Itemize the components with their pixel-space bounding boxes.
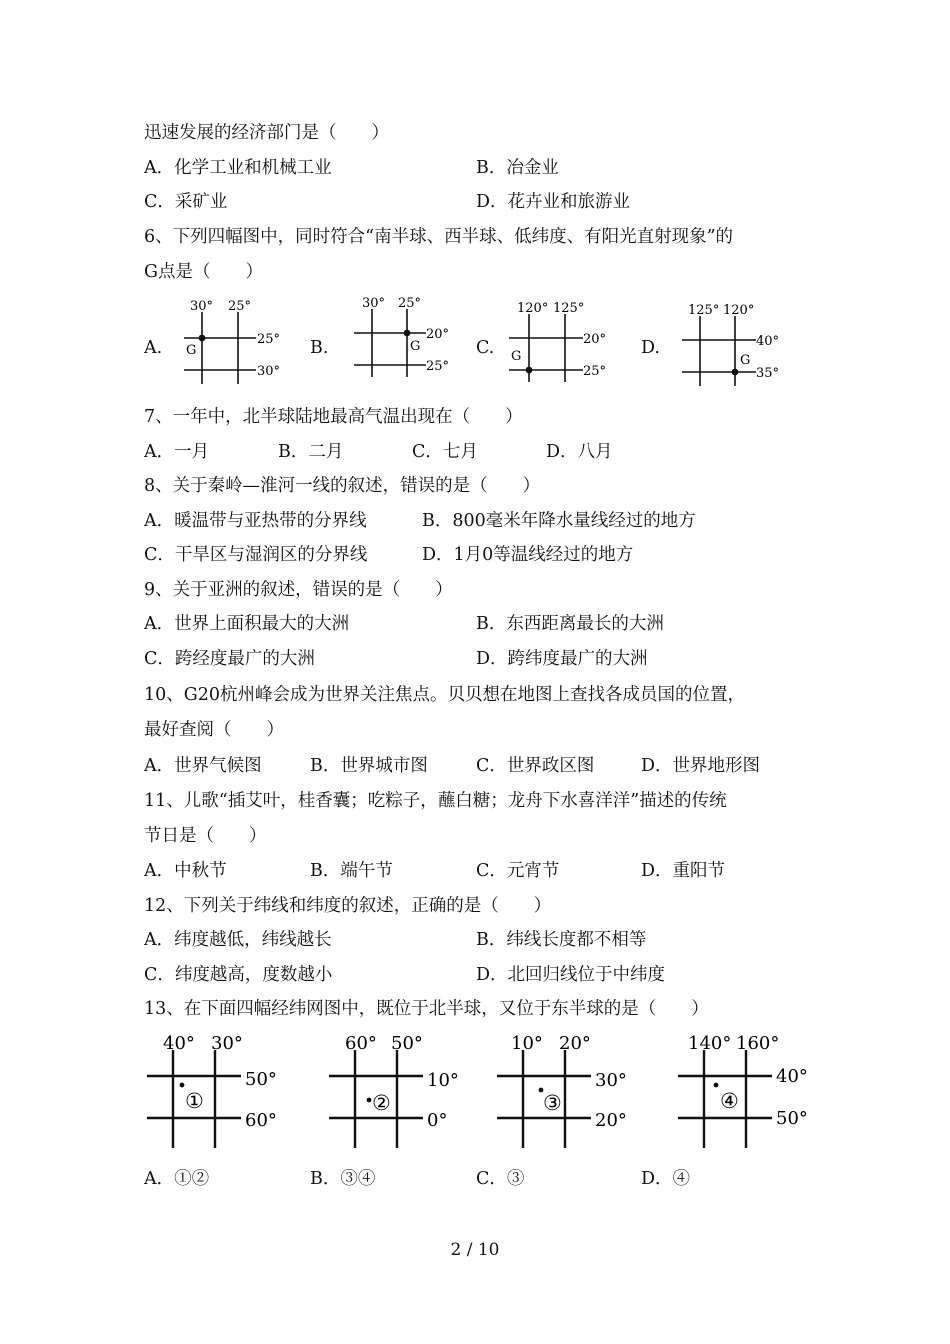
q13-figure-1 xyxy=(145,1030,295,1152)
q13-1-right-upper: 50° xyxy=(245,1069,277,1090)
q13-1-top-right: 30° xyxy=(211,1033,243,1054)
q12-stem: 12、下列关于纬线和纬度的叙述，正确的是（ ） xyxy=(144,896,552,916)
q6-c-point-g xyxy=(526,367,533,374)
q6-label-a: A. xyxy=(144,338,163,358)
q11-option-c: C．元宵节 xyxy=(476,861,560,881)
q6-a-point-g xyxy=(199,335,206,342)
q11-option-d: D．重阳节 xyxy=(641,861,726,881)
q10-option-c: C．世界政区图 xyxy=(476,756,595,776)
q13-2-mark: ② xyxy=(372,1091,391,1115)
q6-d-top-right: 120° xyxy=(723,303,755,318)
q13-figure-4 xyxy=(676,1030,826,1152)
q13-3-mark: ③ xyxy=(543,1091,562,1115)
q6-c-right-lower: 25° xyxy=(583,364,607,379)
q6-stem-line1: 6、下列四幅图中，同时符合“南半球、西半球、低纬度、有阳光直射现象”的 xyxy=(144,227,734,247)
q8-option-d: D．1月0等温线经过的地方 xyxy=(422,545,634,565)
q10-option-b: B．世界城市图 xyxy=(310,756,428,776)
q6-b-g-label: G xyxy=(410,339,421,354)
q5-option-c: C．采矿业 xyxy=(144,192,228,212)
q13-option-a: A．①② xyxy=(144,1169,210,1189)
q7-option-d: D．八月 xyxy=(546,442,613,462)
q9-option-a: A．世界上面积最大的大洲 xyxy=(144,614,350,634)
q8-option-c: C．干旱区与湿润区的分界线 xyxy=(144,545,368,565)
q10-stem-line2: 最好查阅（ ） xyxy=(144,720,284,740)
q5-option-b: B．冶金业 xyxy=(476,158,559,178)
q10-option-a: A．世界气候图 xyxy=(144,756,262,776)
q5-stem: 迅速发展的经济部门是（ ） xyxy=(144,123,389,143)
q13-option-b: B．③④ xyxy=(310,1169,376,1189)
q6-label-d: D. xyxy=(641,338,660,358)
q6-c-right-upper: 20° xyxy=(583,332,607,347)
q6-figure-c xyxy=(505,296,625,386)
q12-option-a: A．纬度越低，纬线越长 xyxy=(144,930,332,950)
q6-d-g-label: G xyxy=(740,353,751,368)
q6-a-right-upper: 25° xyxy=(257,332,281,347)
q6-c-top-right: 125° xyxy=(553,301,585,316)
q12-option-d: D．北回归线位于中纬度 xyxy=(476,965,666,985)
q10-stem-line1: 10、G20杭州峰会成为世界关注焦点。贝贝想在地图上查找各成员国的位置， xyxy=(144,685,746,705)
q7-stem: 7、一年中，北半球陆地最高气温出现在（ ） xyxy=(144,407,523,427)
q6-b-top-right: 25° xyxy=(398,296,422,311)
q9-stem: 9、关于亚洲的叙述，错误的是（ ） xyxy=(144,580,453,600)
q13-3-right-lower: 20° xyxy=(595,1110,627,1131)
q11-option-b: B．端午节 xyxy=(310,861,393,881)
q13-4-right-lower: 50° xyxy=(776,1108,808,1129)
q6-a-top-left: 30° xyxy=(190,299,214,314)
q11-stem-line2: 节日是（ ） xyxy=(144,826,267,846)
q13-1-top-left: 40° xyxy=(163,1033,195,1054)
q13-4-right-upper: 40° xyxy=(776,1066,808,1087)
q13-2-top-right: 50° xyxy=(391,1033,423,1054)
q5-option-a: A．化学工业和机械工业 xyxy=(144,158,332,178)
q11-option-a: A．中秋节 xyxy=(144,861,227,881)
q9-option-b: B．东西距离最长的大洲 xyxy=(476,614,664,634)
q6-figure-a xyxy=(178,298,288,388)
q6-d-right-lower: 35° xyxy=(756,366,780,381)
q13-2-top-left: 60° xyxy=(345,1033,377,1054)
q13-1-mark: ① xyxy=(185,1089,204,1113)
q13-3-top-right: 20° xyxy=(559,1033,591,1054)
q7-option-a: A．一月 xyxy=(144,442,210,462)
q13-3-right-upper: 30° xyxy=(595,1070,627,1091)
q8-option-a: A．暖温带与亚热带的分界线 xyxy=(144,511,367,531)
q11-stem-line1: 11、儿歌“插艾叶，桂香囊；吃粽子，蘸白糖；龙舟下水喜洋洋”描述的传统 xyxy=(144,791,727,811)
q7-option-c: C．七月 xyxy=(412,442,478,462)
q6-c-top-left: 120° xyxy=(517,301,549,316)
q9-option-d: D．跨纬度最广的大洲 xyxy=(476,649,648,669)
q13-2-right-upper: 10° xyxy=(427,1070,459,1091)
q13-option-c: C．③ xyxy=(476,1169,525,1189)
q7-option-b: B．二月 xyxy=(278,442,344,462)
q6-b-point-g xyxy=(404,330,411,337)
q12-option-b: B．纬线长度都不相等 xyxy=(476,930,647,950)
q6-b-top-left: 30° xyxy=(362,296,386,311)
q8-stem: 8、关于秦岭—淮河一线的叙述，错误的是（ ） xyxy=(144,476,541,496)
q6-figure-d xyxy=(680,298,800,390)
q6-a-g-label: G xyxy=(186,343,197,358)
q6-label-c: C. xyxy=(476,338,495,358)
q13-4-top-left: 140° xyxy=(688,1033,732,1054)
q6-b-right-upper: 20° xyxy=(426,327,450,342)
q13-stem: 13、在下面四幅经纬网图中，既位于北半球，又位于东半球的是（ ） xyxy=(144,999,709,1019)
q10-option-d: D．世界地形图 xyxy=(641,756,761,776)
q6-a-right-lower: 30° xyxy=(257,364,281,379)
q9-option-c: C．跨经度最广的大洲 xyxy=(144,649,315,669)
q8-option-b: B．800毫米年降水量线经过的地方 xyxy=(422,511,696,531)
q6-figure-b xyxy=(350,293,460,383)
q6-d-top-left: 125° xyxy=(688,303,720,318)
q13-3-top-left: 10° xyxy=(511,1033,543,1054)
q6-b-right-lower: 25° xyxy=(426,359,450,374)
q13-4-mark: ④ xyxy=(720,1089,739,1113)
q13-1-right-lower: 60° xyxy=(245,1110,277,1131)
q6-stem-line2: G点是（ ） xyxy=(144,262,263,282)
q12-option-c: C．纬度越高，度数越小 xyxy=(144,965,333,985)
q5-option-d: D．花卉业和旅游业 xyxy=(476,192,631,212)
q6-label-b: B. xyxy=(310,338,329,358)
q6-d-right-upper: 40° xyxy=(756,334,780,349)
q13-figure-3 xyxy=(495,1030,645,1152)
q13-option-d: D．④ xyxy=(641,1169,691,1189)
q13-figure-2 xyxy=(327,1030,477,1152)
q13-4-top-right: 160° xyxy=(736,1033,780,1054)
q6-c-g-label: G xyxy=(511,349,522,364)
q13-2-right-lower: 0° xyxy=(427,1110,448,1131)
q6-d-point-g xyxy=(732,369,739,376)
page-number: 2 / 10 xyxy=(450,1240,500,1260)
q6-a-top-right: 25° xyxy=(228,299,252,314)
